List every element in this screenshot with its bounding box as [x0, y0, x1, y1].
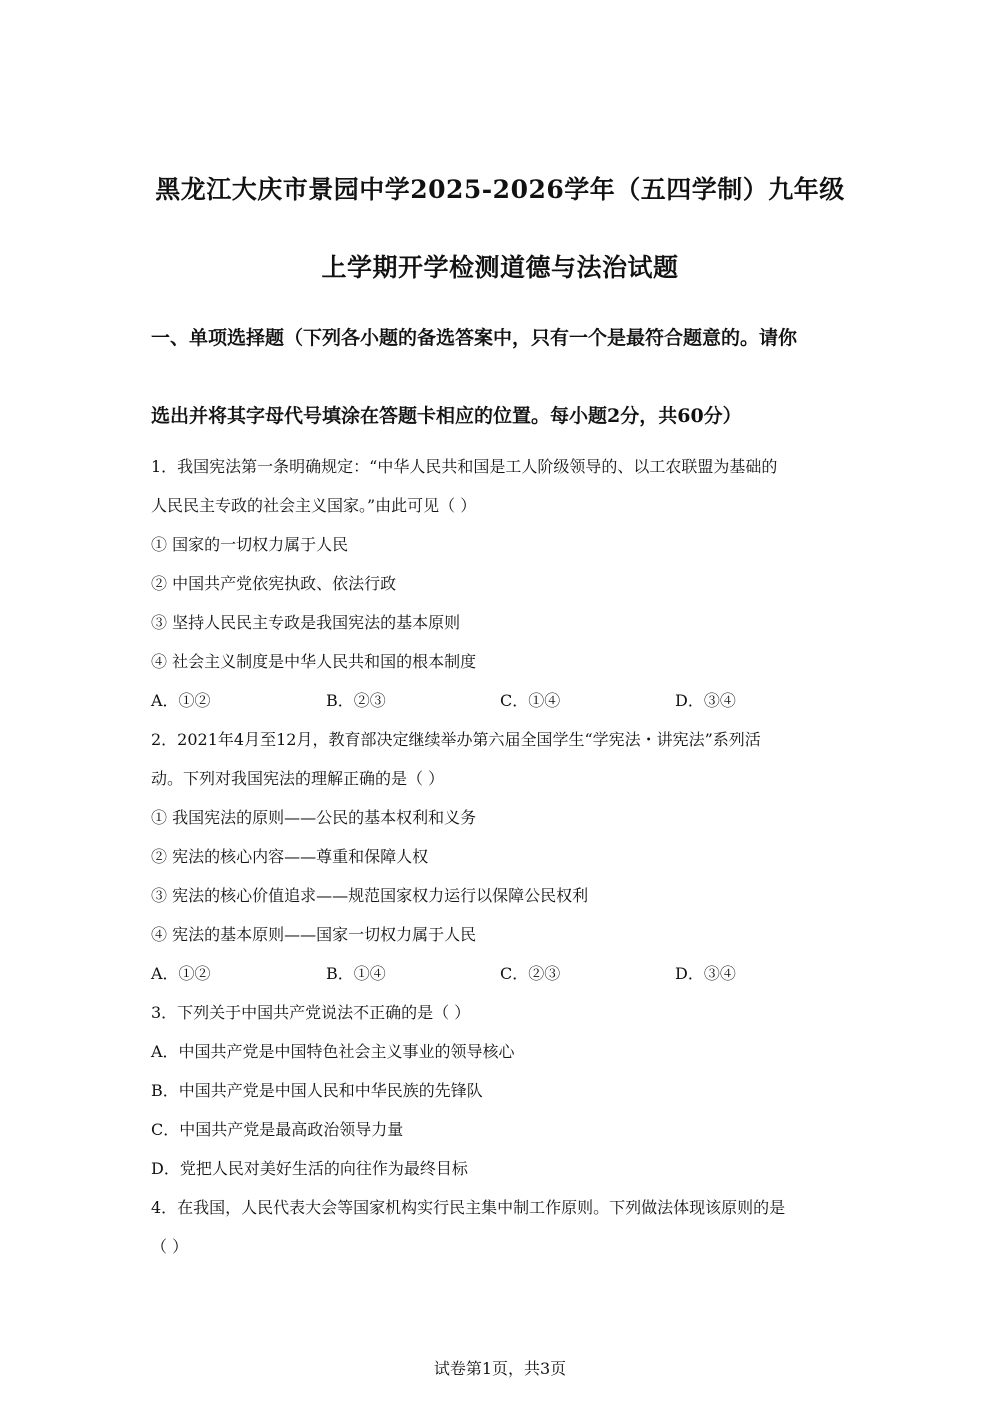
question-2-option-b: B．①④ — [326, 964, 386, 983]
question-3-option-b: B．中国共产党是中国人民和中华民族的先锋队 — [151, 1081, 483, 1100]
title-line-1: 黑龙江大庆市景园中学2025-2026学年（五四学制）九年级 — [155, 175, 845, 204]
question-2-option-c: C．②③ — [500, 964, 561, 983]
question-1-item-1: ① 国家的一切权力属于人民 — [151, 535, 349, 554]
page-footer: 试卷第1页，共3页 — [433, 1359, 567, 1378]
title-line-2: 上学期开学检测道德与法治试题 — [321, 253, 679, 282]
section-heading-line-1: 一、单项选择题（下列各小题的备选答案中，只有一个是最符合题意的。请你 — [151, 327, 798, 349]
question-2-item-1: ① 我国宪法的原则——公民的基本权利和义务 — [151, 808, 477, 827]
question-1-stem-line-2: 人民民主专政的社会主义国家。”由此可见（ ） — [151, 496, 477, 515]
question-2-item-2: ② 宪法的核心内容——尊重和保障人权 — [151, 847, 429, 866]
question-3-option-a: A．中国共产党是中国特色社会主义事业的领导核心 — [151, 1042, 515, 1061]
question-1-stem-line-1: 1．我国宪法第一条明确规定：“中华人民共和国是工人阶级领导的、以工农联盟为基础的 — [151, 457, 778, 476]
question-1-option-d: D．③④ — [675, 691, 736, 710]
question-2-item-3: ③ 宪法的核心价值追求——规范国家权力运行以保障公民权利 — [151, 886, 589, 905]
question-2-stem-line-2: 动。下列对我国宪法的理解正确的是（ ） — [151, 769, 445, 788]
question-1-item-2: ② 中国共产党依宪执政、依法行政 — [151, 574, 397, 593]
question-2-option-d: D．③④ — [675, 964, 736, 983]
question-1-option-b: B．②③ — [326, 691, 386, 710]
question-2-stem-line-1: 2．2021年4月至12月，教育部决定继续举办第六届全国学生“学宪法・讲宪法”系列活 — [151, 730, 761, 749]
question-4-stem-line-1: 4．在我国，人民代表大会等国家机构实行民主集中制工作原则。下列做法体现该原则的是 — [151, 1198, 786, 1217]
question-2-option-a: A．①② — [151, 964, 211, 983]
question-3-option-d: D．党把人民对美好生活的向往作为最终目标 — [151, 1159, 468, 1178]
question-1-option-c: C．①④ — [500, 691, 561, 710]
question-2-item-4: ④ 宪法的基本原则——国家一切权力属于人民 — [151, 925, 477, 944]
section-heading-line-2: 选出并将其字母代号填涂在答题卡相应的位置。每小题2分，共60分） — [151, 405, 742, 427]
question-1-option-a: A．①② — [151, 691, 211, 710]
question-1-item-4: ④ 社会主义制度是中华人民共和国的根本制度 — [151, 652, 477, 671]
question-3-option-c: C．中国共产党是最高政治领导力量 — [151, 1120, 404, 1139]
question-3-stem: 3．下列关于中国共产党说法不正确的是（ ） — [151, 1003, 471, 1022]
question-4-stem-line-2: （ ） — [151, 1237, 189, 1256]
question-1-item-3: ③ 坚持人民民主专政是我国宪法的基本原则 — [151, 613, 461, 632]
